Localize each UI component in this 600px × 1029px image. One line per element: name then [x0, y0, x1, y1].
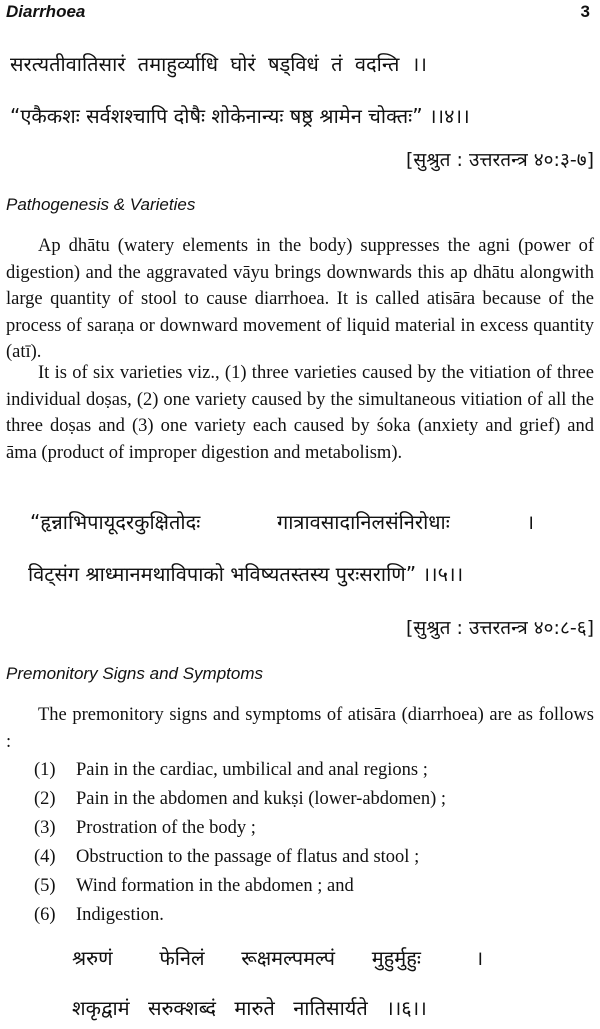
list-item: [6, 872, 594, 901]
list-item: [6, 901, 594, 930]
paragraph-text: It is of six varieties viz., (1) three varieties caused by the vitiation of three individual doṣas, (2) one variety caused by the simultaneous vitiation of all the three doṣas and (3) one variety each caused by śoka (anxiety and grief) and āma (product of improper digestion and metabolism).: [6, 363, 594, 463]
verse-line: शकृद्वामं सरुक्शब्दं मारुते नातिसार्यते ।।६।।: [72, 996, 427, 1020]
list-item: [6, 814, 594, 843]
list-item: [6, 843, 594, 872]
verse-line: [30, 508, 534, 535]
paragraph-text: Ap dhātu (watery elements in the body) suppresses the agni (power of digestion) and the aggravated vāyu brings downwards this ap dhātu alongwith large quantity of stool to cause diarrhoea. It is called atisāra because of the process of saraṇa or downward movement of liquid material in excess quantity (atī).: [6, 236, 594, 362]
paragraph-text: The premonitory signs and symptoms of atisāra (diarrhoea) are as follows :: [6, 705, 594, 752]
section-heading: Pathogenesis & Varieties: [6, 195, 196, 214]
page-number: 3: [580, 2, 590, 21]
verse-segment: मुहुर्मुहुः: [371, 946, 421, 970]
list-item-number: (3): [34, 818, 56, 838]
verse-segment: ।: [526, 510, 535, 534]
list-item-text: Pain in the cardiac, umbilical and anal regions ;: [76, 760, 428, 780]
list-item-text: Obstruction to the passage of flatus and stool ;: [76, 847, 420, 867]
verse-line: विट्संग श्राध्मानमथाविपाको भविष्यतस्तस्य पुरःसराणि” ।।५।।: [28, 562, 464, 586]
list-item-text: Pain in the abdomen and kukṣi (lower-abdomen) ;: [76, 789, 447, 809]
verse-segment: “हृन्नाभिपायूदरकुक्षितोदः: [30, 510, 201, 534]
paragraph: [6, 702, 594, 755]
running-header: [6, 2, 590, 26]
paragraph: [6, 360, 594, 466]
list-item-number: (4): [34, 847, 56, 867]
verse-segment: ।: [475, 946, 484, 970]
section-heading: Premonitory Signs and Symptoms: [6, 664, 263, 683]
list-item-text: Indigestion.: [76, 905, 164, 925]
verse-segment: श्ररुणं: [72, 946, 113, 970]
verse-line: “एकैकशः सर्वशश्चापि दोषैः शोकेनान्यः षष्ठ्र श्रामेन चोक्तः” ।।४।।: [10, 104, 470, 128]
paragraph: [6, 233, 594, 366]
list-item-number: (2): [34, 789, 56, 809]
list-item: [6, 756, 594, 785]
verse-line: [72, 944, 483, 971]
list-item-text: Wind formation in the abdomen ; and: [76, 876, 354, 896]
list-item-text: Prostration of the body ;: [76, 818, 256, 838]
list-item-number: (1): [34, 760, 56, 780]
verse-reference: [सुश्रुत : उत्तरतन्त्र ४०:८-६]: [405, 617, 594, 639]
symptom-list: [6, 756, 594, 930]
verse-segment: रूक्षमल्पमल्पं: [241, 946, 335, 970]
running-title: Diarrhoea: [6, 2, 86, 21]
verse-segment: फेनिलं: [159, 946, 205, 970]
list-item-number: (5): [34, 876, 56, 896]
list-item-number: (6): [34, 905, 56, 925]
verse-reference: [सुश्रुत : उत्तरतन्त्र ४०:३-७]: [405, 149, 594, 171]
verse-line: सरत्यतीवातिसारं तमाहुर्व्याधि घोरं षड्विधं तं वदन्ति ।।: [10, 52, 427, 76]
verse-segment: गात्रावसादानिलसंनिरोधाः: [276, 510, 450, 534]
list-item: [6, 785, 594, 814]
